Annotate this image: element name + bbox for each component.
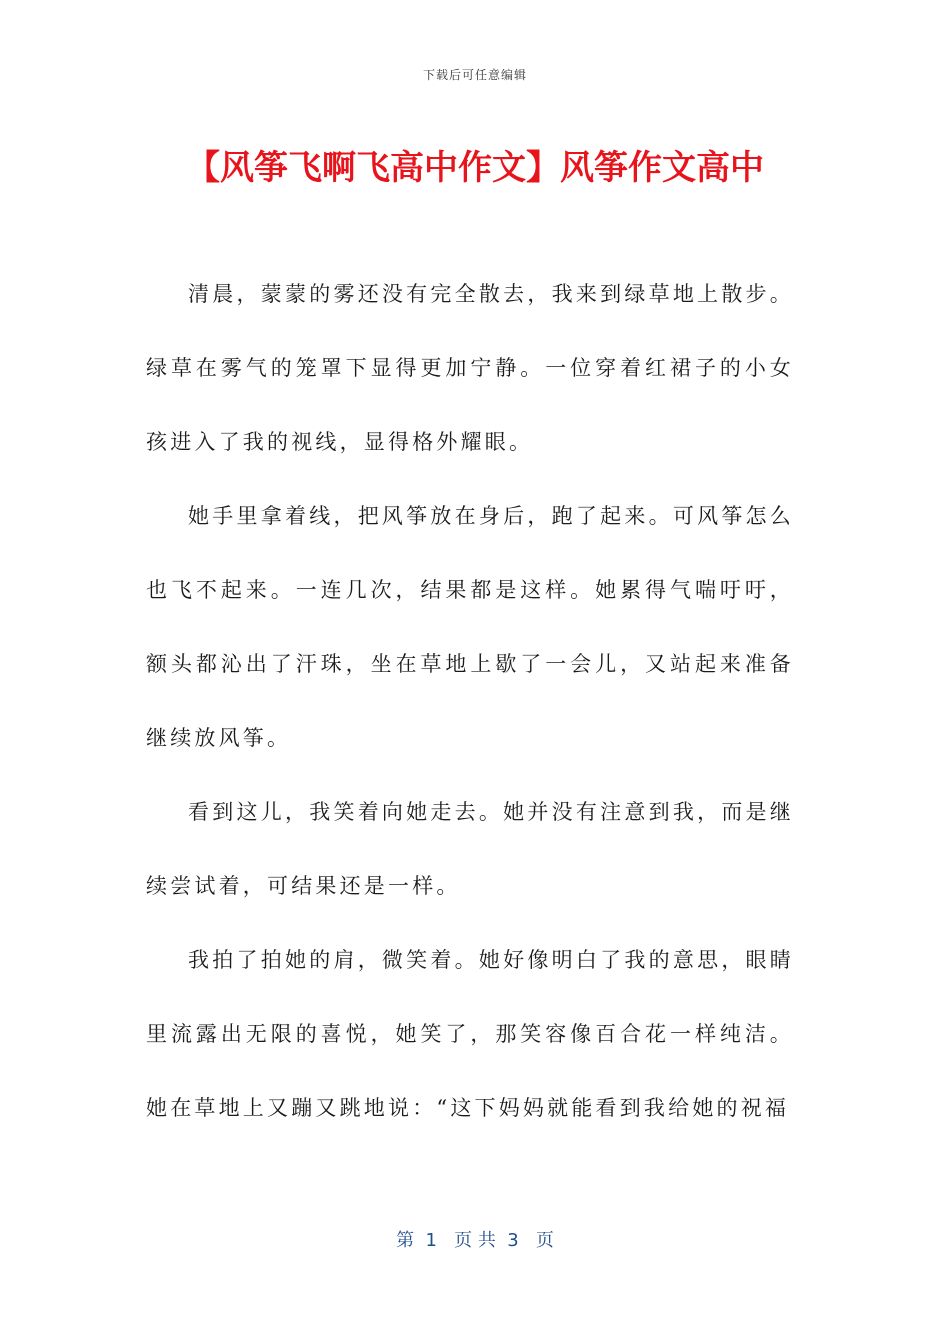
header-note: 下载后可任意编辑 [422,68,527,82]
paragraph: 我拍了拍她的肩，微笑着。她好像明白了我的意思，眼睛里流露出无限的喜悦，她笑了，那笑容像百合花一样纯洁。她在草地上又蹦又跳地说：“这下妈妈就能看到我给她的祝福 [146,948,794,1120]
document-body [146,257,794,1145]
paragraph: 清晨，蒙蒙的雾还没有完全散去，我来到绿草地上散步。绿草在雾气的笼罩下显得更加宁静。一位穿着红裙子的小女孩进入了我的视线，显得格外耀眼。 [146,282,794,454]
page-number-footer: 第 1 页 共 3 页 [396,1230,554,1251]
paragraph: 看到这儿，我笑着向她走去。她并没有注意到我，而是继续尝试着，可结果还是一样。 [146,800,794,898]
document-title: 【风筝飞啊飞高中作文】风筝作文高中 [186,148,764,188]
paragraph: 她手里拿着线，把风筝放在身后，跑了起来。可风筝怎么也飞不起来。一连几次，结果都是这样。她累得气喘吁吁，额头都沁出了汗珠，坐在草地上歇了一会儿，又站起来准备继续放风筝。 [146,504,794,750]
